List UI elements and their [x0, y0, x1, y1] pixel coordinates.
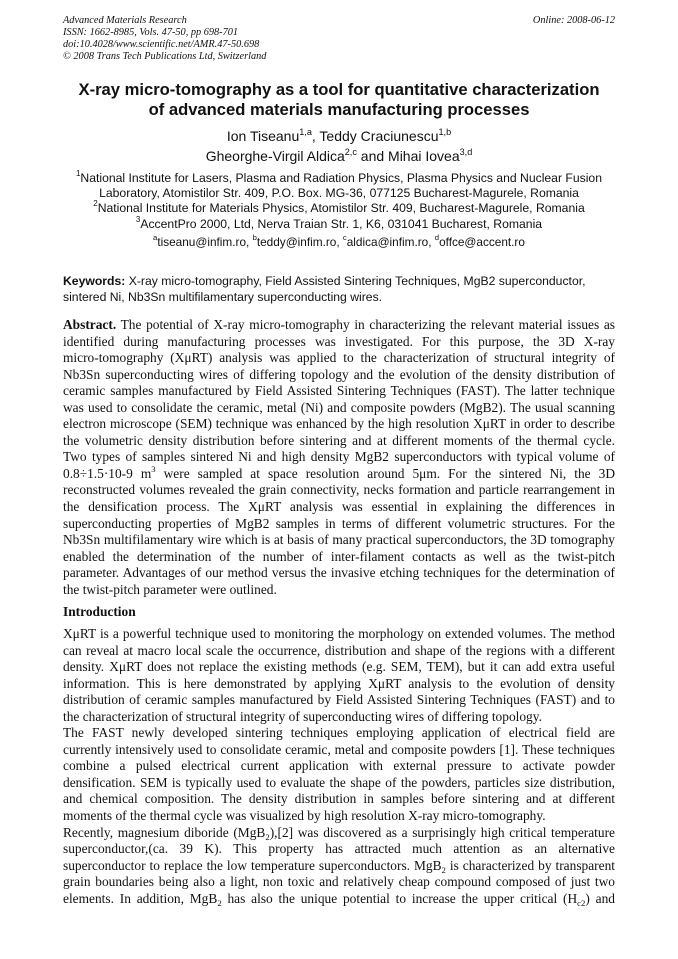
- text-segment: 2: [217, 897, 222, 908]
- text-segment: 2: [441, 864, 446, 875]
- text-line: [63, 350, 615, 367]
- text-line: [63, 825, 615, 842]
- text-segment: grain boundaries being also a light, non toxic and relatively cheap compound composed of just two: [63, 874, 615, 890]
- text-segment: 3: [151, 463, 156, 474]
- text-segment: the characterization of structural integrity of superconducting wires of differing topology.: [63, 708, 542, 724]
- text-segment: micro-tomography (XμRT) analysis was applied to the characterization of structural integrity of: [63, 350, 615, 366]
- text-segment: can reveal at macro local scale the occurrence, distribution and shape of the regions with a different: [63, 642, 615, 658]
- title-line: of advanced materials manufacturing processes: [148, 100, 530, 119]
- abstract-label: Abstract.: [63, 317, 117, 332]
- text-line: [63, 659, 615, 676]
- text-segment: superconductor,(ca. 39 K). This property has attracted much attention as an alternative: [63, 841, 615, 857]
- text-segment: ceramic samples manufactured by Field Assisted Sintering Techniques (FAST). The latter technique: [63, 383, 615, 399]
- author: Mihai Iovea: [388, 148, 460, 164]
- text-segment: Two types of samples sintered Ni and high density MgB2 superconductors with typical volume of: [63, 449, 615, 465]
- email-link[interactable]: tiseanu@infim.ro: [157, 235, 247, 249]
- text-line: [63, 499, 615, 516]
- text-line: [63, 874, 615, 891]
- sep: and: [356, 148, 389, 164]
- text-segment: ),[2] was discovered as a surprisingly high critical temperature: [269, 824, 615, 840]
- text-segment: has also the unique potential to increase the upper critical (H: [221, 890, 578, 906]
- affil-text: National Institute for Materials Physics, Atomistilor Str. 409, Bucharest-Magurele, Romania: [97, 201, 585, 216]
- affiliation: [40, 201, 638, 216]
- sep: ,: [336, 235, 343, 249]
- text-segment: Recently, magnesium diboride (MgB: [63, 824, 266, 840]
- text-segment: enabled the determination of the number of inter-filament contacts as well as the twist-pitch: [63, 548, 615, 564]
- text-segment: densification. SEM is typically used to evaluate the shape of the powders, particles size distribution,: [63, 774, 615, 790]
- affiliation: [40, 214, 638, 232]
- text-segment: the twist-pitch parameter were outlined.: [63, 581, 277, 597]
- text-line: [63, 367, 615, 384]
- journal-name: Advanced Materials Research: [63, 15, 187, 26]
- text-segment: electron microscope (SEM) technique was enhanced by the high resolution XμRT in order to describe: [63, 416, 615, 432]
- text-segment: is characterized by transparent: [445, 857, 615, 873]
- text-line: [63, 400, 615, 417]
- affil-sup: 1: [75, 169, 81, 178]
- text-segment: and chemical composition. The density distribution in samples before sintering and at different: [63, 791, 615, 807]
- text-line: [63, 692, 615, 709]
- emails: [40, 235, 638, 250]
- text-segment: reconstructed volumes revealed the grain connectivity, necks formation and particle rearrangement in: [63, 482, 615, 498]
- paper-title: [40, 80, 638, 120]
- text-line: [63, 808, 615, 825]
- authors: [40, 126, 638, 166]
- text-line: [63, 482, 615, 499]
- text-line: [63, 891, 615, 908]
- text-line: [63, 725, 615, 742]
- keywords-line: [63, 273, 619, 289]
- text-segment: the volumetric density distribution before sintering and at different moments of the thermal cycle.: [63, 432, 615, 448]
- text-segment: was used to consolidate the ceramic, metal (Ni) and composite powders (MgB2). The usual scanning: [63, 399, 615, 415]
- text-line: [63, 549, 615, 566]
- author-sup: 1,a: [299, 127, 312, 137]
- text-line: [63, 858, 615, 875]
- text-segment: XμRT is a powerful technique used to monitoring the morphology on extended volumes. The method: [63, 626, 615, 641]
- text-line: [63, 433, 615, 450]
- author-sup: 1,b: [438, 127, 452, 137]
- text-line: [63, 643, 615, 660]
- text-line: [63, 841, 615, 858]
- author-sup: 2,c: [344, 147, 357, 157]
- text-segment: were sampled at space resolution around 5μm. For the sintered Ni, the 3D: [155, 465, 615, 481]
- keywords: [63, 273, 619, 305]
- authors-line: [40, 146, 638, 166]
- affiliations: [40, 171, 638, 232]
- text-segment: density. XμRT does not replace the existing methods (e.g. SEM, TEM), but it can add extra useful: [63, 659, 615, 675]
- affil-sup: 3: [135, 214, 141, 224]
- email-link[interactable]: aldica@infim.ro: [346, 235, 429, 249]
- text-segment: 0.8÷1.5·10-9 m: [63, 465, 152, 481]
- author: Gheorghe-Virgil Aldica: [205, 148, 345, 164]
- text-segment: currently intensively used to consolidate ceramic, metal and composite powders [1]. These techniques: [63, 741, 615, 757]
- title-line: X-ray micro-tomography as a tool for quantitative characterization: [78, 80, 600, 99]
- affil-text: Laboratory, Atomistilor Str. 409, P.O. Box. MG-36, 077125 Bucharest-Magurele, Romania: [99, 186, 579, 201]
- text-line: [63, 742, 615, 759]
- author-sup: 3,d: [459, 147, 473, 157]
- text-line: [63, 516, 615, 533]
- affiliation: [40, 171, 638, 186]
- text-segment: combine a pulsed electrical current application with external pressure to activate powder: [63, 758, 615, 774]
- text-segment: superconducting properties of MgB2 samples in terms of different volumetric structures. For the: [63, 515, 615, 531]
- author: Ion Tiseanu: [226, 128, 300, 144]
- copyright: © 2008 Trans Tech Publications Ltd, Switzerland: [63, 51, 267, 62]
- text-line: [63, 791, 615, 808]
- issn: ISSN: 1662-8985, Vols. 47-50, pp 698-701: [63, 27, 239, 38]
- affiliation: [40, 186, 638, 201]
- text-segment: distribution of ceramic samples manufactured by Field Assisted Sintering Techniques (FAST) and to: [63, 692, 615, 708]
- doi: doi:10.4028/www.scientific.net/AMR.47-50.698: [63, 39, 260, 50]
- keywords-text: sintered Ni, Nb3Sn multifilamentary superconducting wires.: [63, 290, 383, 304]
- email-sup: b: [252, 233, 257, 242]
- text-segment: information. This is here demonstrated by applying XμRT analysis to the evolution of density: [63, 675, 615, 691]
- affil-text: AccentPro 2000, Ltd, Nerva Traian Str. 1, K6, 031041 Bucharest, Romania: [140, 216, 543, 231]
- text-line: [63, 676, 615, 693]
- text-segment: parameter. Advantages of our method versus the invasive etching techniques for the determination of: [63, 565, 615, 581]
- text-segment: The potential of X-ray micro-tomography in characterizing the relevant material issues as: [116, 317, 615, 332]
- text-line: [63, 565, 615, 582]
- text-line: [63, 463, 615, 483]
- text-segment: The FAST newly developed sintering techniques employing application of electrical field are: [63, 725, 615, 741]
- text-line: [63, 383, 615, 400]
- text-segment: elements. In addition, MgB: [63, 890, 218, 906]
- email-sup: a: [153, 233, 158, 242]
- text-segment: identified during manufacturing processes was investigated. For this purpose, the 3D X-ray: [63, 333, 615, 349]
- authors-line: [40, 126, 638, 146]
- affil-sup: 2: [93, 199, 98, 209]
- text-line: [63, 416, 615, 433]
- introduction-body: [63, 626, 615, 907]
- text-segment: ) and: [585, 890, 615, 906]
- text-line: [63, 582, 615, 599]
- journal-header: [63, 15, 266, 63]
- text-segment: c2: [577, 897, 586, 908]
- text-line: [63, 758, 615, 775]
- text-line: [63, 626, 615, 643]
- keywords-label: Keywords:: [63, 274, 126, 288]
- keywords-text: X-ray micro-tomography, Field Assisted Sintering Techniques, MgB2 superconductor,: [125, 274, 586, 288]
- text-segment: 2: [265, 831, 270, 842]
- abstract: [63, 317, 615, 598]
- affil-text: National Institute for Lasers, Plasma and Radiation Physics, Plasma Physics and Nuclear Fusion: [80, 171, 602, 185]
- sep: ,: [428, 235, 435, 249]
- text-line: [63, 709, 615, 726]
- text-segment: Nb3Sn superconducting wires of differing topology and the evolution of the density distribution of: [63, 366, 615, 382]
- email-sup: c: [342, 233, 347, 242]
- text-line: [63, 317, 615, 334]
- text-segment: superconductor to replace the low temperature superconductors. MgB: [63, 857, 442, 873]
- email-sup: d: [434, 233, 440, 242]
- text-segment: the densification process. The XμRT analysis was essential in explaining the differences in: [63, 499, 615, 515]
- text-line: [63, 532, 615, 549]
- email-link[interactable]: offce@accent.ro: [439, 235, 525, 249]
- section-heading: Introduction: [63, 604, 136, 619]
- text-line: [63, 334, 615, 351]
- online-date: Online: 2008-06-12: [532, 15, 615, 26]
- text-segment: Nb3Sn multifilamentary wire which is at basis of many practical superconductors, the 3D tomography: [63, 532, 615, 548]
- sep: ,: [246, 235, 253, 249]
- text-line: [63, 449, 615, 466]
- sep: ,: [311, 128, 320, 144]
- author: Teddy Craciunescu: [319, 128, 439, 144]
- text-segment: moments of the thermal cycle was visualized by high resolution X-ray micro-tomography.: [63, 808, 546, 824]
- text-line: [63, 775, 615, 792]
- email-link[interactable]: teddy@infim.ro: [256, 235, 337, 249]
